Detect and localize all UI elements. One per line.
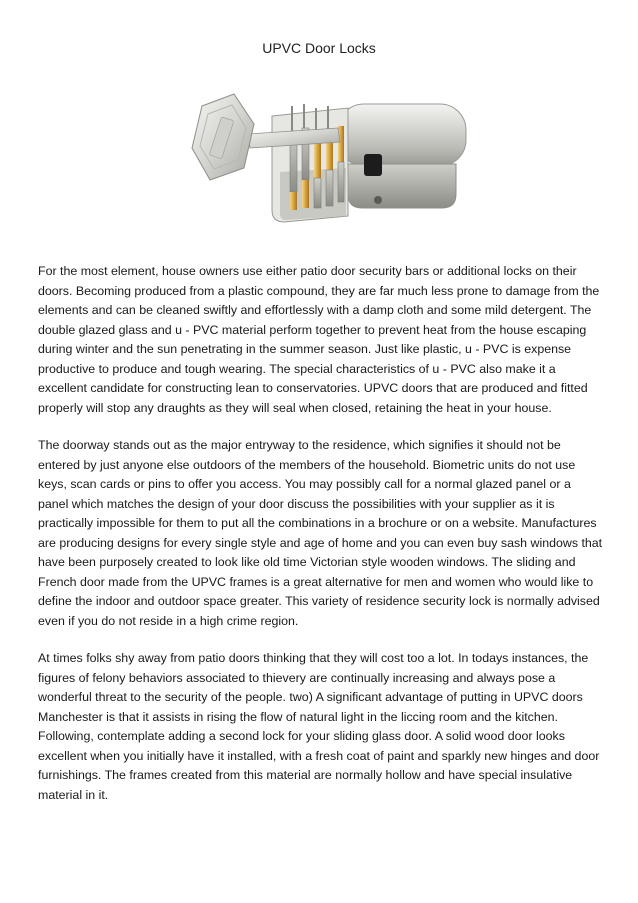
lock-cylinder-illustration	[188, 76, 488, 254]
body-text	[38, 262, 604, 823]
paragraph: The doorway stands out as the major entryway to the residence, which signifies it should not be entered by just anyone else outdoors of the members of the household. Biometric units do not use keys, scan cards or pins to offer you access. You may possibly call for a normal glazed panel or a panel which matches the design of your door discuss the possibilities with your supplier as it is practically impossible for them to put all the combinations in a brochure or on a website. Manufactures are producing designs for every single style and age of home and you can even buy sash windows that have been purposely created to look like old time Victorian style wooden windows. The sliding and French door made from the UPVC frames is a great alternative for men and women who would like to define the indoor and outdoor space greater. This variety of residence security lock is normally advised even if you do not reside in a high crime region.	[38, 438, 603, 628]
paragraph: At times folks shy away from patio doors thinking that they will cost too a lot. In todays instances, the figures of felony behaviors associated to thievery are continually increasing and always pose a wonderful threat to the security of the people. two) A significant advantage of putting in UPVC doors Manchester is that it assists in rising the flow of natural light in the liccing room and the kitchen. Following, contemplate adding a second lock for your sliding glass door. A solid wood door looks excellent when you initially have it installed, with a fresh coat of paint and sparkly new hinges and door furnishings. The frames created from this material are normally hollow and have special insulative material in it.	[38, 651, 600, 802]
cylinder-body	[338, 104, 466, 208]
cylinder-cutaway	[272, 108, 348, 222]
paragraph: For the most element, house owners use either patio door security bars or additional locks on their doors. Becoming produced from a plastic compound, they are far much less prone to damage from the elements and can be cleaned swiftly and effortlessly with a damp cloth and some mild detergent. The double glazed glass and u - PVC material perform together to prevent heat from the house escaping during winter and the sun penetrating in the summer season. Just like plastic, u - PVC is expense productive to produce and tough wearing. The special characteristics of u - PVC also make it a excellent candidate for constructing lean to conservatories. UPVC doors that are produced and fitted properly will stop any draughts as they will seal when closed, retaining the heat in your house.	[38, 264, 600, 415]
page-title: UPVC Door Locks	[262, 40, 376, 56]
lock-cylinder-image	[188, 76, 488, 254]
